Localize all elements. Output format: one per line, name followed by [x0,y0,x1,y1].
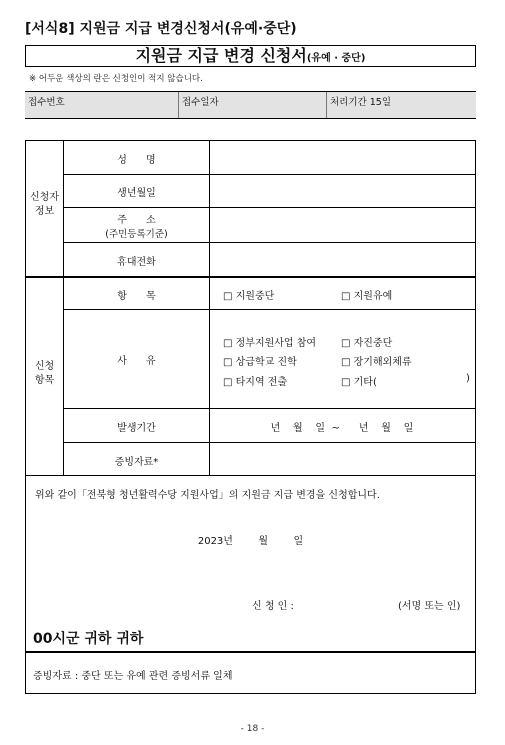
application-form-table [25,140,476,476]
checkbox-other[interactable]: □ 기타( [341,377,377,388]
checkbox-gov-program[interactable]: □ 정부지원사업 참여 [223,338,317,349]
processing-period-field: 처리기간 15일 [330,97,391,108]
receipt-number-field: 접수번호 [28,97,65,108]
checkbox-support-stop[interactable]: □ 지원중단 [223,291,275,302]
birth-label: 생년월일 [117,188,156,199]
address-label: 주 소 [117,215,156,226]
applicant-sign-label: 신 청 인 : [252,601,294,612]
address-input[interactable] [211,209,473,241]
title-main: 지원금 지급 변경 신청서 [135,46,307,65]
period-label: 발생기간 [117,423,156,434]
statement-text: 위와 같이「전북형 청년활력수당 지원사업」의 지원금 지급 변경을 신청합니다. [35,490,380,501]
name-input[interactable] [211,143,473,173]
receipt-info-row [25,91,476,119]
checkbox-relocation[interactable]: □ 타지역 전출 [223,377,288,388]
request-items-section: 신청 항목 [34,361,55,386]
statement-section [25,475,476,652]
evidence-footer [25,652,476,694]
name-label: 성 명 [117,155,156,166]
period-input[interactable]: 년 월 일 ~ 년 월 일 [270,423,414,434]
checkbox-higher-education[interactable]: □ 상급학교 진학 [223,357,297,368]
recipient-label: 00시군 귀하 귀하 [33,631,144,647]
other-close-paren: ) [466,373,470,384]
checkbox-overseas-stay[interactable]: □ 장기해외체류 [341,357,412,368]
phone-label: 휴대전화 [117,257,156,268]
receipt-date-field: 접수일자 [182,97,219,108]
title-sub: (유예 · 중단) [306,53,366,64]
applicant-info-section: 신청자 정보 [30,192,59,217]
reason-label: 사 유 [117,356,156,367]
statement-date: 2023년 월 일 [197,536,304,547]
birth-input[interactable] [211,176,473,206]
page-number: - 18 - [240,724,265,734]
signature-field[interactable]: (서명 또는 인) [398,601,461,612]
evidence-label: 증빙자료* [114,457,159,468]
shaded-field-note: ※ 어두운 색상의 란은 신청인이 적지 않습니다. [29,74,203,84]
checkbox-support-defer[interactable]: □ 지원유예 [341,291,393,302]
item-label: 항 목 [117,291,156,302]
checkbox-voluntary-stop[interactable]: □ 자진중단 [341,338,393,349]
document-title [25,45,476,67]
evidence-note: 증빙자료 : 중단 또는 유예 관련 증빙서류 일체 [33,671,233,682]
phone-input[interactable] [211,244,473,275]
evidence-input[interactable] [211,444,473,474]
form-number-label: [서식8] 지원금 지급 변경신청서(유예·중단) [25,21,297,37]
address-basis-note: (주민등록기준) [105,229,168,240]
